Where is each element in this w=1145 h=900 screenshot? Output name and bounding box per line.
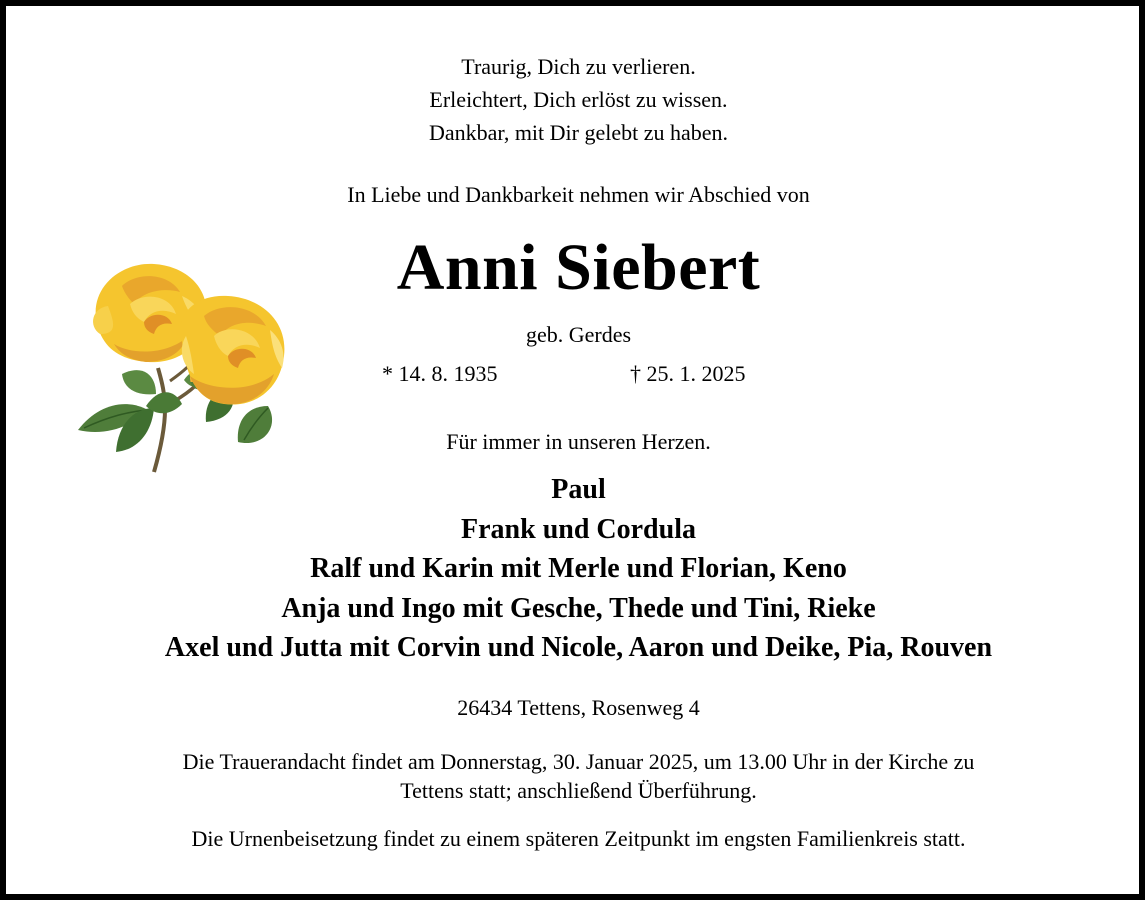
address: 26434 Tettens, Rosenweg 4 [457, 695, 700, 720]
family-line: Paul [551, 474, 606, 505]
family-line: Ralf und Karin mit Merle und Florian, Keno [310, 553, 847, 584]
service-line: Die Trauerandacht findet am Donnerstag, 30. Januar 2025, um 13.00 Uhr in der Kirche zu [182, 749, 975, 774]
deceased-name: Anni Siebert [396, 231, 761, 304]
family-line: Axel und Jutta mit Corvin und Nicole, Aaron und Deike, Pia, Rouven [164, 632, 993, 663]
motto: Für immer in unseren Herzen. [446, 429, 711, 454]
poem-line: Dankbar, mit Dir gelebt zu haben. [428, 120, 729, 145]
service-line: Tettens statt; anschließend Überführung. [400, 778, 757, 803]
family-line: Anja und Ingo mit Gesche, Thede und Tini, Rieke [281, 592, 876, 624]
poem [6, 50, 1145, 149]
family-line: Frank und Cordula [461, 513, 696, 545]
poem-line: Erleichtert, Dich erlöst zu wissen. [429, 87, 728, 112]
family-list [6, 470, 1145, 668]
burial-info: Die Urnenbeisetzung findet zu einem späteren Zeitpunkt im engsten Familienkreis statt. [191, 826, 966, 851]
death-date: † 25. 1. 2025 [630, 361, 746, 386]
poem-line: Traurig, Dich zu verlieren. [461, 54, 696, 79]
farewell-intro: In Liebe und Dankbarkeit nehmen wir Abschied von [347, 182, 810, 207]
maiden-name: geb. Gerdes [525, 322, 632, 347]
birth-date: * 14. 8. 1935 [382, 361, 498, 386]
yellow-roses-icon [74, 256, 296, 478]
service-info [6, 747, 1145, 805]
